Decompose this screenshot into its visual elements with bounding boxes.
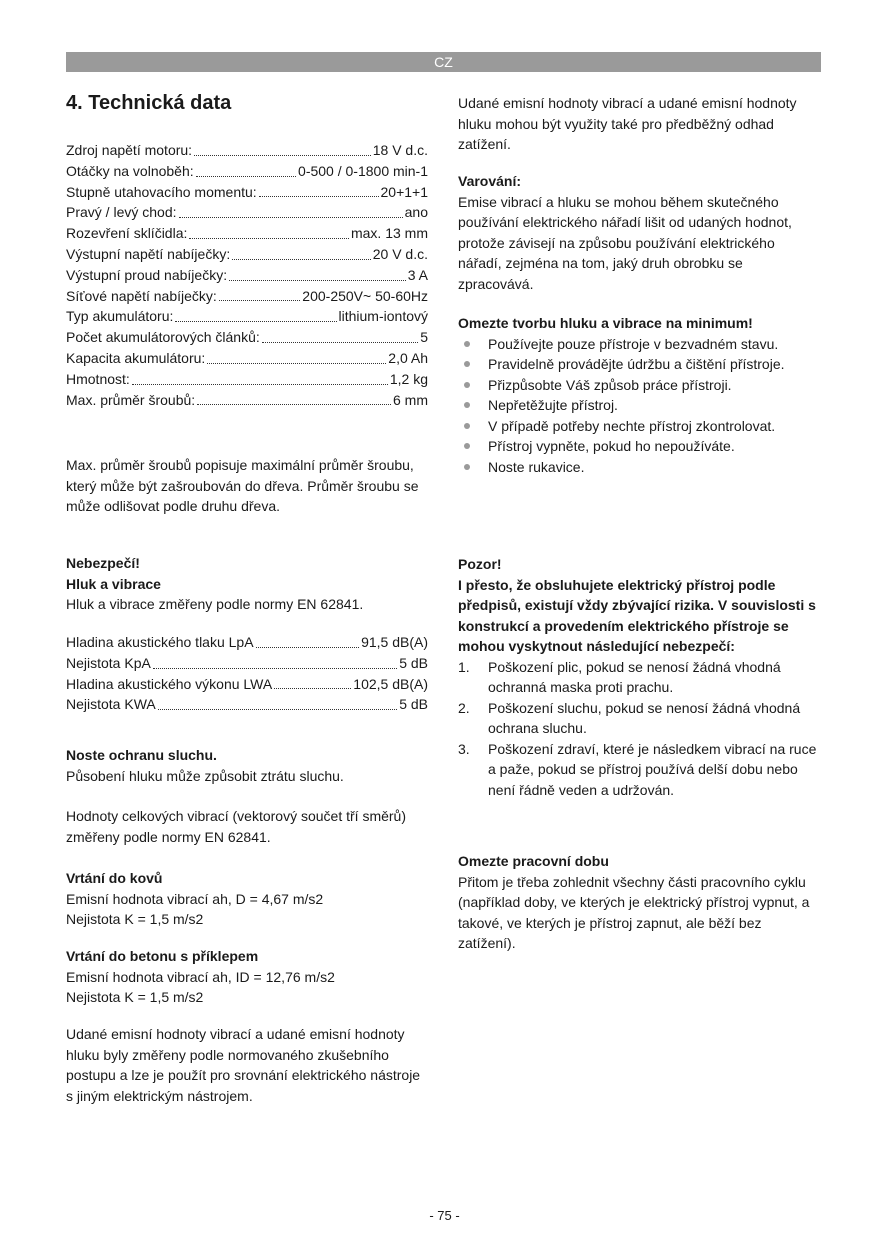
hearing-title: Noste ochranu sluchu. [66, 747, 217, 763]
spec-label: Výstupní proud nabíječky: [66, 266, 228, 283]
spec-row [66, 369, 428, 390]
worktime-section [458, 851, 821, 954]
spec-value: ano [404, 204, 428, 221]
spec-value: max. 13 mm [350, 225, 428, 242]
minimize-item-text: Noste rukavice. [488, 458, 585, 475]
spec-row [66, 161, 428, 182]
caution-text: I přesto, že obsluhujete elektrický přístroj podle předpisů, existují vždy zbývající rizika. V souvislosti s konstrukcí a provedením elektrického přístroje se mohou vyskytnout následující nebezpečí: [458, 576, 816, 654]
spec-value: 20 V d.c. [372, 245, 428, 262]
language-header-bar [66, 52, 821, 72]
metal-title: Vrtání do kovů [66, 870, 163, 886]
metal-section [66, 868, 428, 930]
bullet-icon [464, 464, 470, 470]
warning-text: Emise vibrací a hluku se mohou během skutečného používání elektrického nářadí lišit od udaných hodnot, protože závisejí na způsobu používání elektrického nářadí, zejména na tom, jaký druh obrobku se zpracovává. [458, 193, 792, 292]
minimize-item [458, 354, 821, 375]
spec-row [66, 306, 428, 327]
spec-value: 18 V d.c. [372, 142, 428, 158]
spec-label: Síťové napětí nabíječky: [66, 287, 217, 304]
spec-dot-leader [259, 195, 379, 197]
caution-item [458, 698, 821, 739]
caution-item-text: Poškození sluchu, pokud se nenosí žádná vhodná ochrana sluchu. [488, 699, 801, 736]
spec-label: Max. průměr šroubů: [66, 391, 196, 408]
spec-value: 200-250V~ 50-60Hz [302, 287, 428, 304]
caution-section [458, 554, 821, 800]
bullet-icon [464, 423, 470, 429]
spec-dot-leader [232, 258, 371, 260]
noise-spec-label: Nejistota KpA [66, 654, 151, 671]
noise-spec-row [66, 694, 428, 715]
danger-section [66, 553, 428, 615]
spec-row [66, 182, 428, 203]
noise-spec-label: Hladina akustického tlaku LpA [66, 634, 254, 650]
spec-value: 2,0 Ah [388, 349, 428, 366]
minimize-item-text: Pravidelně provádějte údržbu a čištění přístroje. [488, 356, 785, 372]
noise-spec-label: Nejistota KWA [66, 696, 156, 713]
noise-spec-row [66, 674, 428, 695]
vibration-total-text: Hodnoty celkových vibrací (vektorový součet tří směrů) změřeny podle normy EN 62841. [66, 808, 407, 845]
noise-spec-value: 5 dB [399, 654, 428, 671]
spec-label: Otáčky na volnoběh: [66, 162, 194, 179]
spec-dot-leader [229, 279, 406, 281]
minimize-item [458, 334, 821, 355]
spec-label: Stupně utahovacího momentu: [66, 183, 257, 200]
spec-label: Výstupní napětí nabíječky: [66, 245, 231, 262]
noise-spec-row [66, 653, 428, 674]
minimize-item [458, 457, 821, 478]
section-title: 4. Technická data [66, 92, 232, 114]
caution-item [458, 739, 821, 801]
minimize-item-text: Přizpůsobte Váš způsob práce přístroji. [488, 376, 732, 393]
concrete-line2: Nejistota K = 1,5 m/s2 [66, 989, 204, 1005]
caution-item-number: 3. [458, 740, 470, 757]
spec-dot-leader [197, 403, 391, 405]
spec-value: 20+1+1 [380, 183, 428, 200]
concrete-line1: Emisní hodnota vibrací ah, ID = 12,76 m/s2 [66, 968, 335, 985]
bullet-icon [464, 443, 470, 449]
metal-line1: Emisní hodnota vibrací ah, D = 4,67 m/s2 [66, 890, 324, 907]
concrete-title: Vrtání do betonu s příklepem [66, 948, 259, 964]
bullet-icon [464, 402, 470, 408]
noise-spec-row [66, 632, 428, 653]
spec-label: Typ akumulátoru: [66, 308, 174, 325]
hearing-text: Působení hluku může způsobit ztrátu sluchu. [66, 767, 344, 784]
spec-row [66, 286, 428, 307]
spec-row [66, 265, 428, 286]
noise-spec-value: 91,5 dB(A) [361, 634, 428, 650]
minimize-item [458, 416, 821, 437]
danger-text: Hluk a vibrace změřeny podle normy EN 62841. [66, 596, 364, 612]
right-intro-section [458, 93, 821, 155]
spec-row [66, 202, 428, 223]
caution-item-number: 2. [458, 699, 470, 716]
caution-item-text: Poškození zdraví, které je následkem vibrací na ruce a paže, pokud se přístroj používá delší dobu nebo není řádně veden a udržován. [488, 740, 817, 798]
caution-list [458, 657, 821, 801]
spec-dot-leader [179, 216, 403, 218]
spec-value: 3 A [407, 266, 428, 283]
spec-row [66, 390, 428, 411]
minimize-section [458, 313, 821, 477]
spec-label: Počet akumulátorových článků: [66, 329, 260, 346]
minimize-item [458, 375, 821, 396]
spec-label: Hmotnost: [66, 370, 130, 387]
worktime-text: Přitom je třeba zohlednit všechny části pracovního cyklu (například doby, ve kterých je elektrický přístroj vypnut, a takové, ve kterých je přístroj zapnut, ale běží bez zatížení). [458, 873, 810, 951]
spec-row [66, 223, 428, 244]
bullet-icon [464, 341, 470, 347]
spec-row [66, 140, 428, 161]
minimize-item-text: Používejte pouze přístroje v bezvadném stavu. [488, 335, 779, 352]
caution-item-number: 1. [458, 658, 470, 675]
danger-subtitle: Hluk a vibrace [66, 575, 161, 592]
worktime-title: Omezte pracovní dobu [458, 853, 609, 869]
danger-title: Nebezpečí! [66, 555, 140, 571]
caution-item [458, 657, 821, 698]
vibration-total-section [66, 806, 428, 847]
minimize-list [458, 334, 821, 478]
right-intro-text: Udané emisní hodnoty vibrací a udané emisní hodnoty hluku mohou být využity také pro předběžný odhad zatížení. [458, 95, 797, 152]
minimize-item-text: Přístroj vypněte, pokud ho nepoužíváte. [488, 438, 735, 454]
spec-label: Kapacita akumulátoru: [66, 349, 206, 366]
spec-dot-leader [194, 154, 371, 156]
warning-section [458, 171, 821, 294]
noise-spec-label: Hladina akustického výkonu LWA [66, 675, 273, 692]
warning-title: Varování: [458, 173, 522, 189]
minimize-item-text: Nepřetěžujte přístroj. [488, 397, 618, 413]
noise-spec-list [66, 632, 428, 715]
minimize-item [458, 395, 821, 416]
spec-value: lithium-iontový [338, 308, 428, 325]
spec-dot-leader [189, 237, 349, 239]
spec-value: 0-500 / 0-1800 min-1 [298, 162, 428, 179]
emission-text: Udané emisní hodnoty vibrací a udané emisní hodnoty hluku byly změřeny podle normovaného zkušebního postupu a lze je použít pro srovnání elektrického nástroje s jiným elektrickým nástrojem. [66, 1026, 421, 1104]
spec-value: 5 [420, 329, 428, 346]
spec-value: 1,2 kg [389, 370, 428, 387]
noise-spec-dot-leader [158, 708, 397, 710]
caution-item-text: Poškození plic, pokud se nenosí žádná vhodná ochranná maska proti prachu. [488, 658, 781, 695]
noise-spec-dot-leader [274, 687, 351, 689]
noise-spec-dot-leader [153, 667, 397, 669]
page-number: - 75 - [429, 1208, 460, 1223]
caution-title: Pozor! [458, 556, 502, 572]
noise-spec-value: 102,5 dB(A) [353, 675, 428, 692]
minimize-title: Omezte tvorbu hluku a vibrace na minimum! [458, 315, 753, 331]
spec-row [66, 327, 428, 348]
spec-list [66, 140, 428, 410]
language-label: CZ [434, 54, 453, 70]
max-screw-text: Max. průměr šroubů popisuje maximální průměr šroubu, který může být zašroubován do dřeva. Průměr šroubu se může odlišovat podle druhu dřeva. [66, 457, 419, 514]
spec-row [66, 348, 428, 369]
max-screw-note [66, 455, 428, 517]
noise-spec-value: 5 dB [399, 696, 428, 713]
spec-label: Rozevření sklíčidla: [66, 225, 188, 242]
spec-label: Pravý / levý chod: [66, 204, 177, 221]
spec-dot-leader [219, 299, 301, 301]
minimize-item-text: V případě potřeby nechte přístroj zkontrolovat. [488, 417, 776, 434]
bullet-icon [464, 382, 470, 388]
spec-dot-leader [262, 341, 418, 343]
emission-section [66, 1024, 428, 1106]
spec-row [66, 244, 428, 265]
metal-line2: Nejistota K = 1,5 m/s2 [66, 911, 204, 927]
hearing-section [66, 745, 428, 786]
concrete-section [66, 946, 428, 1008]
minimize-item [458, 436, 821, 457]
spec-dot-leader [196, 175, 296, 177]
spec-dot-leader [207, 362, 386, 364]
spec-label: Zdroj napětí motoru: [66, 142, 193, 158]
noise-spec-dot-leader [256, 646, 360, 648]
spec-value: 6 mm [393, 391, 428, 408]
spec-dot-leader [132, 383, 388, 385]
bullet-icon [464, 361, 470, 367]
spec-dot-leader [175, 320, 336, 322]
